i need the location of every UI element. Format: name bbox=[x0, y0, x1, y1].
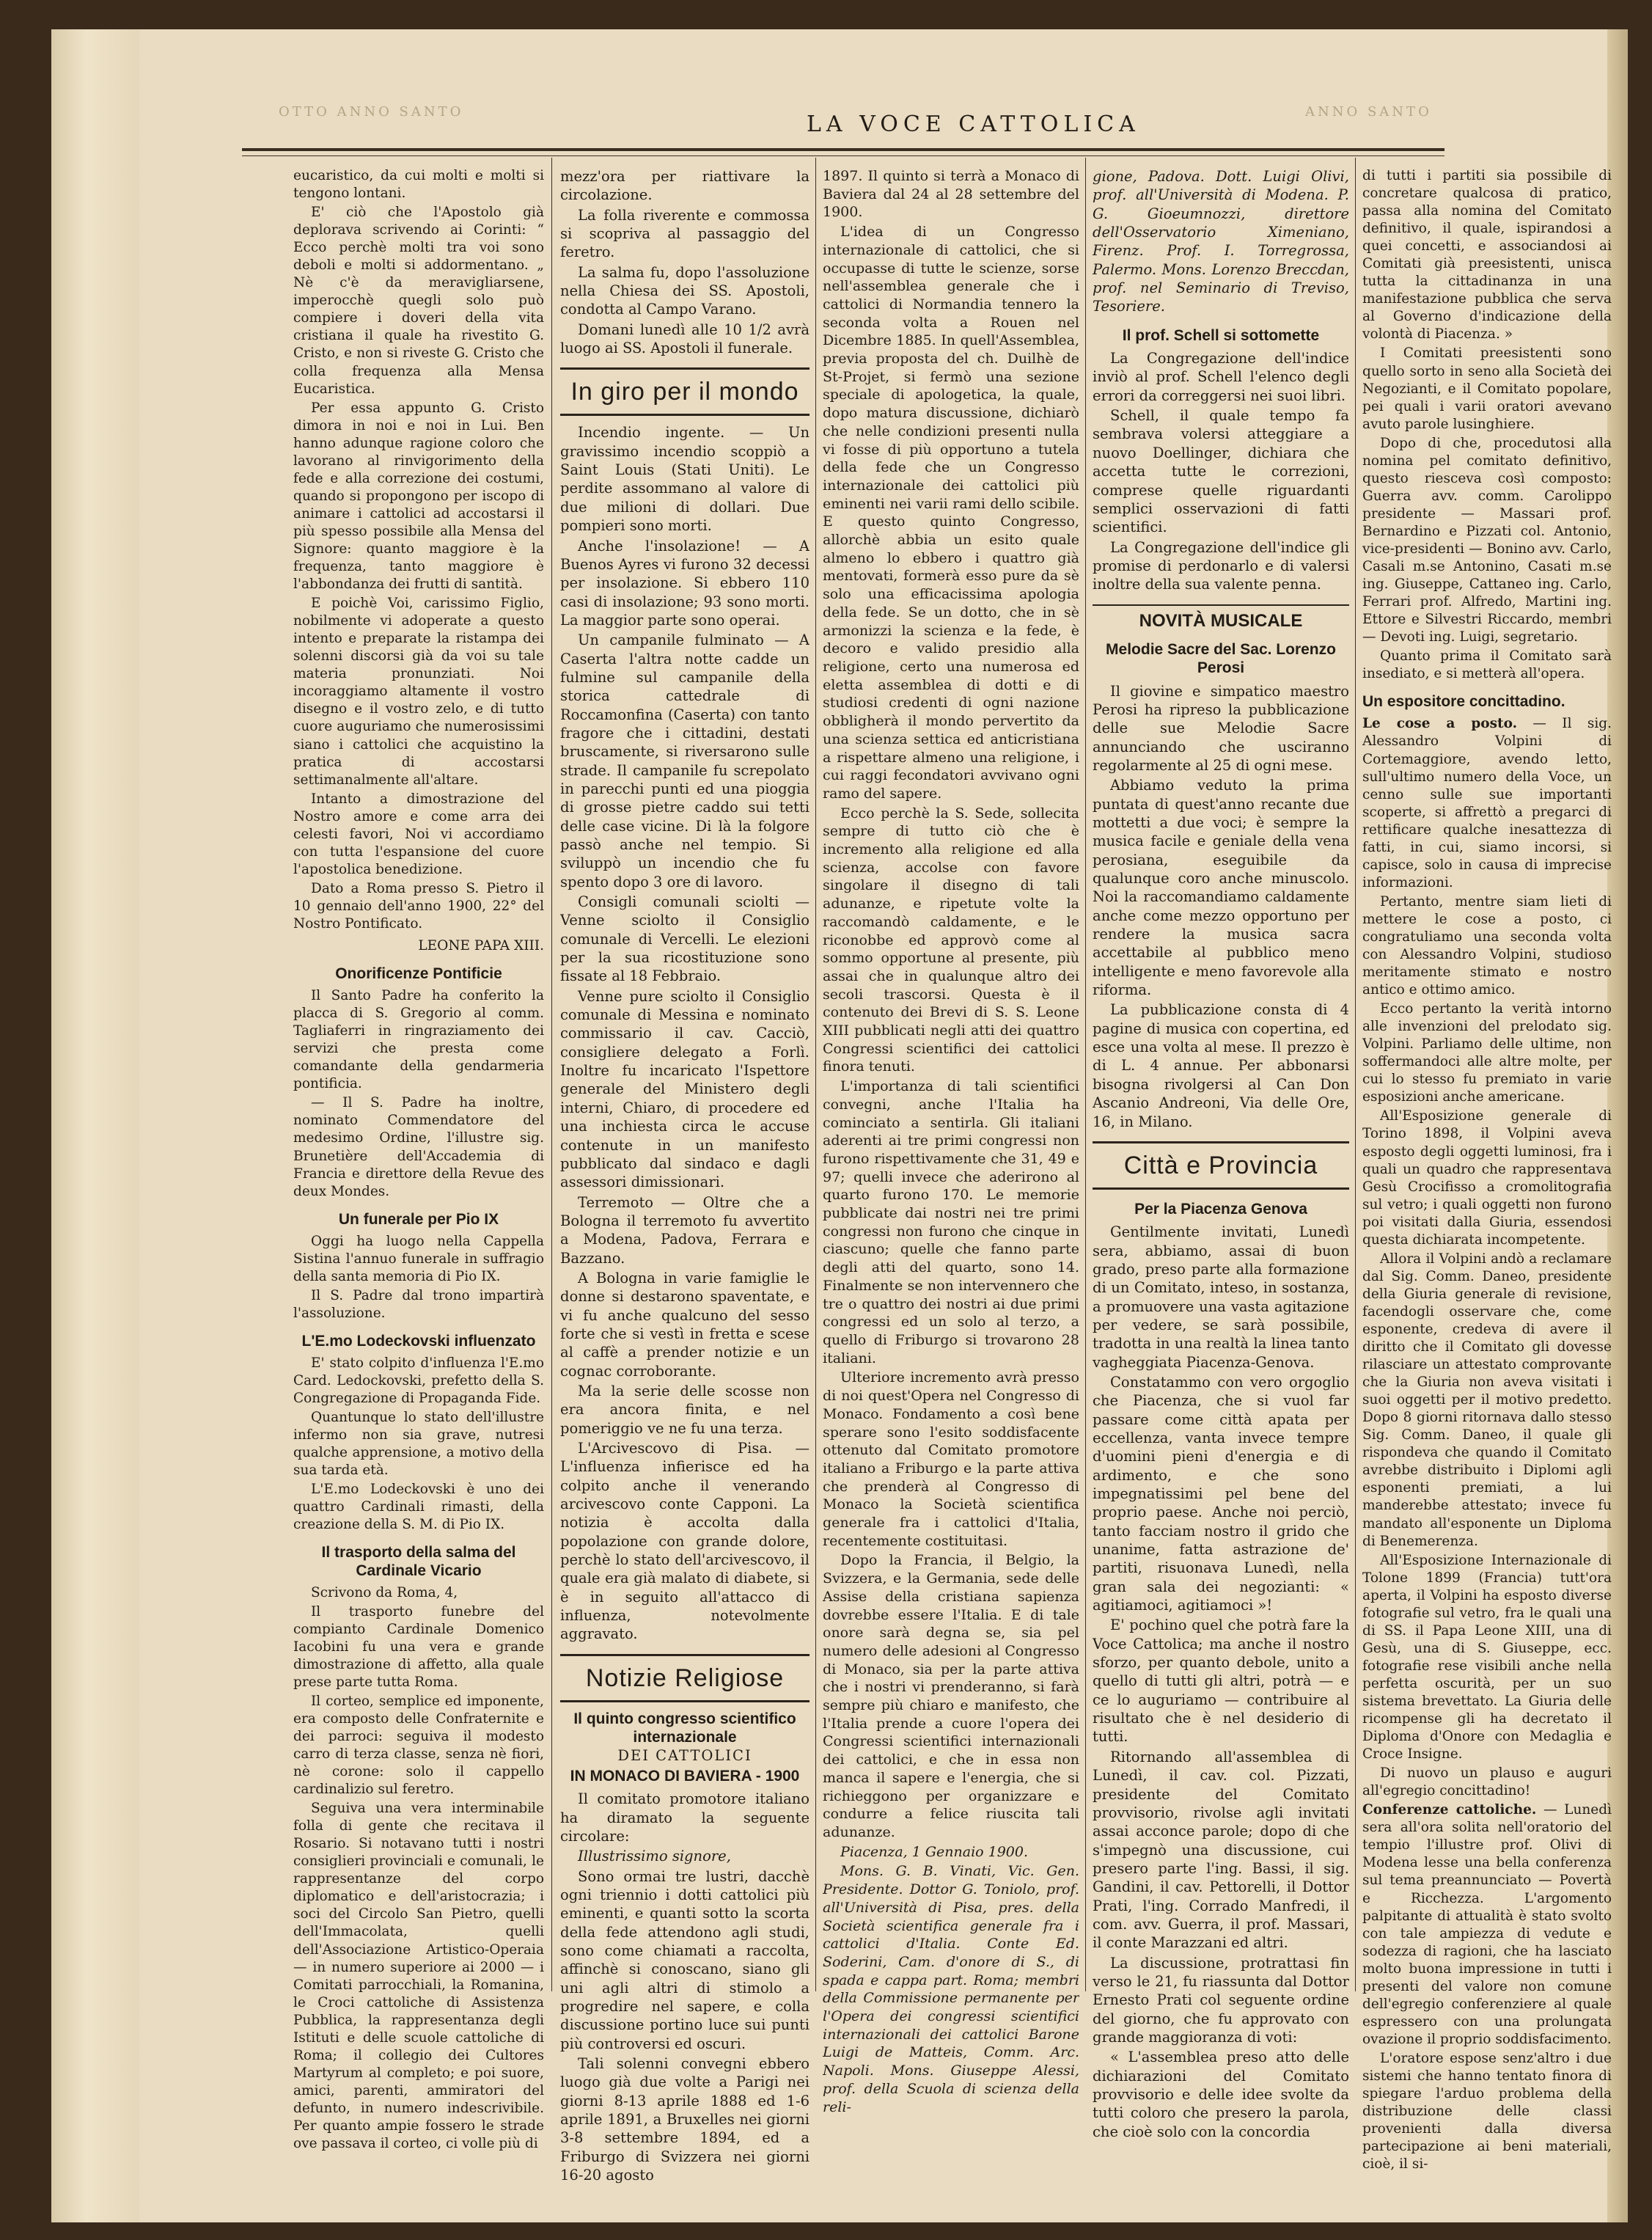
paragraph: Venne pure sciolto il Consiglio comunale di Messina e nominato commissario il cav. Cacciò, consigliere delegato a Forlì. Inoltre fu incaricato l'Ispettore generale del Ministero degli interni, Chiaro, di procedere ed una inchiesta circa le accuse contenute in un manifesto pubblicato dal sindaco e dagli assessori dimissionari. bbox=[560, 987, 810, 1191]
paragraph: La salma fu, dopo l'assoluzione nella Chiesa dei SS. Apostoli, condotta al Campo Varano. bbox=[560, 263, 810, 318]
column-1 bbox=[293, 167, 544, 2154]
paragraph: Oggi ha luogo nella Cappella Sistina l'annuo funerale in suffragio della santa memoria di Pio IX. bbox=[293, 1233, 544, 1284]
paragraph: Ecco pertanto la verità intorno alle invenzioni del prelodato sig. Volpini. Parliamo delle ultime, non soffermandoci alle altre molte, per cui lo stesso fu premiato in varie esposizioni anche americane. bbox=[1362, 1001, 1612, 1105]
column-divider bbox=[1085, 158, 1086, 1991]
paragraph: Quantunque lo stato dell'illustre infermo non sia grave, nutresi qualche apprensione, a motivo della sua tarda età. bbox=[293, 1410, 544, 1479]
heading: Le cose a posto. bbox=[1362, 716, 1518, 732]
paragraph: Terremoto — Oltre che a Bologna il terremoto fu avvertito a Modena, Padova, Ferrara e Bazzano. bbox=[560, 1193, 810, 1267]
column-3 bbox=[823, 167, 1079, 2118]
paragraph: All'Esposizione generale di Torino 1898, il Volpini aveva esposto degli oggetti luminosi, fra i quali un quadro che rappresentava Gesù Crocifisso a cromolitografia sul vetro; i quali oggetti non furono poi visitati dalla Giuria, essendosi questa dichiarata incompetente. bbox=[1362, 1108, 1612, 1248]
paragraph: Scrivono da Roma, 4, bbox=[311, 1584, 458, 1600]
paragraph: mezz'ora per riattivare la circolazione. bbox=[560, 168, 810, 204]
paragraph: L'E.mo Lodeckovski è uno dei quattro Cardinali rimasti, della creazione della S. M. di Pio IX. bbox=[293, 1482, 544, 1533]
paragraph: Il trasporto funebre del compianto Cardinale Domenico Iacobini fu una vera e grande dimostrazione di affetto, alla quale prese parte tutta Roma. bbox=[293, 1603, 544, 1690]
column-2 bbox=[560, 167, 810, 2186]
paragraph: Seguiva una vera interminabile folla di gente che recitava il Rosario. Si notavano tutti i nostri consiglieri provinciali e comunali, le rappresentanze del corpo diplomatico e dell'aristocrazia; i soci del Circolo San Pietro, quelli dell'Immacolata, quelli dell'Associazione Artistico-Operaia — in numero superiore ai 2000 — i Comitati parrocchiali, la Romanina, le Croci cattoliche di Assistenza Pubblica, la rappresentanza degli Istituti e delle scuole cattoliche di Roma; il collegio dei Cultores Martyrum al completo; e poi suore, amici, parenti, ammiratori del defunto, in numero indescrivibile. Per quanto ampie fossero le strade ove passava il corteo, ci volle più di bbox=[293, 1801, 544, 2152]
section-title: Notizie Religiose bbox=[560, 1654, 810, 1702]
paragraph: Il S. Padre dal trono impartirà l'assoluzione. bbox=[293, 1287, 544, 1321]
paragraph: La Congregazione dell'indice inviò al prof. Schell l'elenco degli errori da correggersi nei suoi libri. bbox=[1093, 350, 1349, 404]
section-title: Città e Provincia bbox=[1093, 1141, 1349, 1190]
paragraph: Illustrissimo signore, bbox=[578, 1848, 731, 1865]
paragraph: A Bologna in varie famiglie le donne si destarono spaventate, e vi fu anche qualcuno del sesso forte che si vestì in fretta e scese al caffè a prender notizie e un cognac corroborante. bbox=[560, 1269, 810, 1380]
paragraph: E' stato colpito d'influenza l'E.mo Card. Ledockovski, prefetto della S. Congregazione di Propaganda Fide. bbox=[293, 1355, 544, 1407]
paragraph: Allora il Volpini andò a reclamare dal Sig. Comm. Daneo, presidente della Giuria generale di revisione, facendogli osservare che, come esponente, credeva di avere il diritto che il Comitato gli dovesse rilasciare un attestato comprovante che la Giuria non aveva visitati i suoi oggetti per il motivo predetto. Dopo 8 giorni ritornava dallo stesso Sig. Comm. Daneo, il quale gli rispondeva che quando il Comitato avrebbe distribuito i Diplomi agli esponenti premiati, a lui manderebbe attestato; invece fu mandato all'esponente un Diploma di Benemerenza. bbox=[1362, 1251, 1612, 1549]
paragraph: L'oratore espose senz'altro i due sistemi che hanno tentato finora di spiegare l'arduo problema della distribuzione delle classi provenienti dalla diversa partecipazione ai beni materiali, cioè, il si- bbox=[1362, 2050, 1612, 2173]
paragraph: E' ciò che l'Apostolo già deplorava scrivendo ai Corinti: “ Ecco perchè molti tra voi sono deboli e molti si addormentano. „ Nè c'è da meravigliarsene, imperocchè quegli solo può compiere i doveri della vita cristiana il quale ha rivestito G. Cristo, e non si riveste G. Cristo che colla frequenza alla Mensa Eucaristica. bbox=[293, 205, 544, 397]
paragraph: gione, Padova. Dott. Luigi Olivi, prof. all'Università di Modena. P. G. Gioeumnozzi, direttore dell'Osservatorio Ximeniano, Firenz. Prof. I. Torregrossa, Palermo. Mons. Lorenzo Breccdan, prof. nel Seminario di Treviso, Tesoriere. bbox=[1093, 168, 1349, 315]
heading: Melodie Sacre del Sac. Lorenzo Perosi bbox=[1106, 640, 1336, 677]
paragraph: Un campanile fulminato — A Caserta l'altra notte cadde un fulmine sul campanile della storica cattedrale di Roccamonfina (Caserta) con tanto fragore che i cittadini, destati bruscamente, si riversarono sulle strade. Il campanile fu screpolato in parecchi punti ed una pioggia di grosse pietre caddo sui tetti delle case vicine. Di là la folgore passò anche nel tempio. Si sviluppò un incendio che fu spento dopo 3 ore di lavoro. bbox=[560, 632, 810, 890]
heading: Per la Piacenza Genova bbox=[1134, 1200, 1307, 1218]
paragraph: Il giovine e simpatico maestro Perosi ha ripreso la pubblicazione delle sue Melodie Sacre annunciando che usciranno regolarmente al 25 di ogni mese. bbox=[1093, 682, 1349, 774]
paragraph: Ma la serie delle scosse non era ancora finita, e nel pomeriggio ve ne fu una terza. bbox=[560, 1382, 810, 1437]
masthead bbox=[279, 95, 1481, 147]
heading: Onorificenze Pontificie bbox=[335, 965, 502, 983]
paragraph: Anche l'insolazione! — A Buenos Ayres vi furono 32 decessi per insolazione. Si ebbero 110 casi di insolazione; 93 sono morti. La maggior parte sono operai. bbox=[560, 537, 810, 629]
paragraph: Ritornando all'assemblea di Lunedì, il cav. col. Pizzati, presidente del Comitato provvisorio, rivolse agli invitati assai acconce parole; dopo di che s'impegnò una discussione, cui presero parte l'ing. Bassi, il sig. Gandini, il cav. Pettorelli, il Dottor Prati, l'ing. Corrado Manfredi, il com. avv. Guerra, il prof. Massari, il conte Marazzani ed altri. bbox=[1093, 1748, 1349, 1952]
paragraph: L'importanza di tali scientifici convegni, anche l'Italia ha cominciato a sentirla. Gli italiani aderenti ai tre primi congressi non furono rispettivamente che 31, 49 e 97; quelli invece che aderirono al quarto furono 170. Le memorie pubblicate dai nostri nei tre primi congressi non furono che cinque in ciascuno; quelle che fanno parte degli atti del quarto, sono 14. Finalmente se non intervennero che tre o quattro dei nostri ai due primi congressi ed un solo al terzo, a quello di Friburgo si trovarono 28 italiani. bbox=[823, 1078, 1079, 1366]
signature: LEONE PAPA XIII. bbox=[418, 938, 544, 954]
paragraph: La pubblicazione consta di 4 pagine di musica con copertina, ed esce una volta al mese. Il prezzo è di L. 4 annue. Per abbonarsi bisogna rivolgersi al Can Don Ascanio Andreoni, Via delle Ore, 16, in Milano. bbox=[1093, 1001, 1349, 1130]
paragraph: Intanto a dimostrazione del Nostro amore e come arra dei celesti favori, Noi vi accordiamo con tutta l'espansione del cuore l'apostolica benedizione. bbox=[293, 791, 544, 877]
paragraph: Ulteriore incremento avrà presso di noi quest'Opera nel Congresso di Monaco. Fondamento a così bene sperare sono l'esito soddisfacente ottenuto dal Comitato promotore italiano a Friburgo e la parte attiva che prenderà al Congresso di Monaco la Società scientifica generale fra i cattolici d'Italia, recentemente costituitasi. bbox=[823, 1369, 1079, 1549]
date-line: Piacenza, 1 Gennaio 1900. bbox=[840, 1843, 1029, 1860]
heading: Il quinto congresso scientifico internazionale bbox=[573, 1710, 796, 1746]
paragraph: La Congregazione dell'indice gli promise di perdonarlo e di valersi inoltre della sua valente penna. bbox=[1093, 538, 1349, 593]
paragraph: E' pochino quel che potrà fare la Voce Cattolica; ma anche il nostro sforzo, per quanto debole, unito a quello di tutti gli altri, potrà — e ce lo auguriamo — contribuire al risultato che è nel desiderio di tutti. bbox=[1093, 1617, 1349, 1746]
heading: Il trasporto della salma del Cardinale Vicario bbox=[321, 1544, 516, 1579]
paragraph: Dopo la Francia, il Belgio, la Svizzera, e la Germania, sede delle Assise della cristiana sapienza dovrebbe essere l'Italia. E di tale onore sarà degna se, sia pel numero delle adesioni al Congresso di Monaco, sia per la parte attiva che i nostri vi prenderanno, si farà sempre più chiaro e manifesto, che l'Italia prende a cuore l'opera dei Congressi scientifici internazionali dei cattolici, e che in essa non manca il sapere e l'energia, che si richieggono per organizzare e condurre a felice riuscita tali adunanze. bbox=[823, 1552, 1079, 1840]
heading: Conferenze cattoliche. bbox=[1362, 1802, 1537, 1818]
paragraph: Schell, il quale tempo fa sembrava volersi atteggiare a nuovo Doellinger, dichiara che accetta tutte le correzioni, comprese quelle riguardanti semplici osservazioni di fatti scientifici. bbox=[1093, 407, 1349, 536]
heading: Il prof. Schell si sottomette bbox=[1122, 326, 1320, 344]
heading: DEI CATTOLICI bbox=[617, 1747, 752, 1765]
heading: NOVITÀ MUSICALE bbox=[1093, 604, 1349, 630]
heading: Un espositore concittadino. bbox=[1362, 693, 1565, 711]
column-divider bbox=[1355, 158, 1356, 1991]
paragraph: eucaristico, da cui molti e molti si tengono lontani. bbox=[293, 168, 544, 202]
column-5 bbox=[1362, 167, 1612, 2175]
paragraph: La discussione, protrattasi fin verso le 21, fu riassunta dal Dottor Ernesto Prati col seguente ordine del giorno, che fu approvato con grande maggioranza di voti: bbox=[1093, 1954, 1349, 2046]
paragraph: Dopo di che, procedutosi alla nomina pel comitato definitivo, questo riesceva così composto: Guerra avv. comm. Carolippo presidente — Massari prof. Bernardino e Pizzati col. Antonio, vice-presidenti — Bonino avv. Carlo, Casali m.se Antonino, Casati m.se ing. Giuseppe, Cattaneo ing. Carlo, Ferrari prof. Alfredo, Martini ing. Ettore e Silvestri Riccardo, membri — Devoti ing. Luigi, segretario. bbox=[1362, 435, 1612, 645]
paragraph: Domani lunedì alle 10 1/2 avrà luogo ai SS. Apostoli il funerale. bbox=[560, 321, 810, 357]
column-4 bbox=[1093, 167, 1349, 2142]
paragraph: Incendio ingente. — Un gravissimo incendio scoppiò a Saint Louis (Stati Uniti). Le perdite assommano al valore di due milioni di dollari. Due pompieri sono morti. bbox=[560, 424, 810, 535]
paragraph: « L'assemblea preso atto delle dichiarazioni del Comitato provvisorio e delle idee svolte da tutti coloro che presero la parola, che cioè solo con la concordia bbox=[1093, 2049, 1349, 2140]
paragraph: Abbiamo veduto la prima puntata di quest'anno recante due mottetti a due voci; è sempre la musica facile e geniale della vena perosiana, eseguibile da qualunque coro anche minuscolo. Noi la raccomandiamo caldamente anche come mezzo opportuno per rendere la musica sacra accettabile al pubblico meno intelligente e meno favorevole alla riforma. bbox=[1093, 777, 1349, 999]
column-divider bbox=[551, 158, 552, 1991]
paragraph: Mons. G. B. Vinati, Vic. Gen. Presidente. Dottor G. Toniolo, prof. all'Università di Pisa, pres. della Società scientifica generale fra i cattolici d'Italia. Conte Ed. Soderini, Cam. d'onore di S., di spada e cappa part. Roma; membri della Commissione permanente per l'Opera dei congressi scientifici internazionali dei cattolici Barone Luigi de Matteis, Comm. Arc. Napoli. Mons. Giuseppe Alessi, prof. della Scuola di scienza della reli- bbox=[823, 1863, 1079, 2115]
paragraph: Per essa appunto G. Cristo dimora in noi e noi in Lui. Ben hanno adunque ragione coloro che lavorano al rinvigorimento della fede e alla correzione dei costumi, quando si propongono per iscopo di animare i cattolici ad accostarsi il più spesso possibile alla Mensa del Signore: quanto maggiore è la frequenza, tanto maggiore è l'abbondanza dei frutti di santità. bbox=[293, 400, 544, 593]
paragraph: Tali solenni convegni ebbero luogo già due volte a Parigi nei giorni 8-13 aprile 1888 ed 1-6 aprile 1891, a Bruxelles nei giorni 3-8 settembre 1894, ed a Friburgo di Svizzera nei giorni 16-20 agosto bbox=[560, 2054, 810, 2184]
paragraph: 1897. Il quinto si terrà a Monaco di Baviera dal 24 al 28 settembre del 1900. bbox=[823, 168, 1079, 221]
paragraph: L'idea di un Congresso internazionale di cattolici, che si occupasse di tutte le scienze, sorse nell'assemblea generale che i cattolici di Normandia tennero la seconda volta a Rouen nel Dicembre 1885. In quell'Assemblea, previa proposta del ch. Duilhè de St-Projet, si fermò una sezione speciale di apologetica, la quale, dopo matura discussione, dichiarò che nelle condizioni presenti nulla vi fosse di più opportuno a tutela della fede che un Congresso internazionale dei cattolici più eminenti nei varii rami dello scibile. E questo quinto Congresso, allorchè abbia un esito quale almeno lo ebbero i quattro già mentovati, formerà esso pure da sè solo una efficacissima apologia della fede. Se un dotto, che in sè armonizzi la scienza e la fede, è decoro e valido presidio alla religione, certo una numerosa ed eletta assemblea di dotti e di studiosi credenti di ogni nazione obbligherà il mondo pervertito da una scienza settica ed anticristiana a rispettare almeno una religione, i cui raggi fecondatori avvivano ogni ramo del sapere. bbox=[823, 224, 1079, 802]
heading: L'E.mo Lodeckovski influenzato bbox=[301, 1332, 536, 1350]
paragraph: Quanto prima il Comitato sarà insediato, e si metterà all'opera. bbox=[1362, 648, 1612, 682]
paragraph: I Comitati preesistenti sono quello sorto in seno alla Società dei Negozianti, e il Comitato popolare, pei quali i varii oratori avevano avuto parole lusinghiere. bbox=[1362, 345, 1612, 432]
paragraph: Di nuovo un plauso e auguri all'egregio concittadino! bbox=[1362, 1765, 1612, 1799]
heading: IN MONACO DI BAVIERA - 1900 bbox=[570, 1767, 800, 1785]
paragraph: Sono ormai tre lustri, dacchè ogni triennio i dotti cattolici più eminenti, e quanti sotto la scorta della fede attendono agli studi, sono come chiamati a raccolta, affinchè si conoscano, siano gli uni agli altri di stimolo a progredire nel sapere, e colla discussione portino luce sui punti più controversi ed oscuri. bbox=[560, 1867, 810, 2052]
paragraph: Dato a Roma presso S. Pietro il 10 gennaio dell'anno 1900, 22° del Nostro Pontificato. bbox=[293, 880, 544, 931]
paragraph: — Lunedì sera all'ora solita nell'oratorio del tempio l'illustre prof. Olivi di Modena lesse una bella conferenza sul tema preannunciato — Povertà e Ricchezza. L'argomento palpitante di attualità è stato svolto con tale ampiezza di vedute e sodezza di ragioni, che ha lasciato molto buona impressione in tutti i presenti del valore non comune dell'egregio conferenziere al quale espressero con una prolungata ovazione il proprio soddisfacimento. bbox=[1362, 1802, 1612, 2047]
paragraph: La folla riverente e commossa si scopriva al passaggio del feretro. bbox=[560, 206, 810, 261]
paragraph: — Il sig. Alessandro Volpini di Cortemaggiore, avendo letto, sull'ultimo numero della Voce, un cenno sulle sue importanti scoperte, si affrettò a pregarci di rettificare qualche inesattezza di fatti, in cui, siamo incorsi, si capisce, solo in causa di imprecise informazioni. bbox=[1362, 716, 1612, 890]
paragraph: Pertanto, mentre siam lieti di mettere le cose a posto, ci congratuliamo una seconda volta con Alessandro Volpini, studioso meritamente stimato e nostro antico e ottimo amico. bbox=[1362, 893, 1612, 998]
paragraph: Gentilmente invitati, Lunedì sera, abbiamo, assai di buon grado, preso parte alla formazione di un Comitato, inteso, in sostanza, a promuovere una vasta agitazione per vedere, se sarà possibile, tradotta in una realtà la linea tanto vagheggiata Piacenza-Genova. bbox=[1093, 1223, 1349, 1371]
paragraph: — Il S. Padre ha inoltre, nominato Commendatore del medesimo Ordine, l'illustre sig. Brunetière dell'Accademia di Francia e direttore della Revue des deux Mondes. bbox=[293, 1095, 544, 1199]
masthead-ghost-right: ANNO SANTO bbox=[1305, 104, 1432, 120]
paragraph: Consigli comunali sciolti — Venne sciolto il Consiglio comunale di Vercelli. Le elezioni per la sua ricostituzione sono fissate al 18 Febbraio. bbox=[560, 893, 810, 985]
paragraph: di tutti i partiti sia possibile di concretare qualcosa di pratico, passa alla nomina del Comitato definitivo, il quale, ispirandosi a quei concetti, e associandosi ai Comitati già preesistenti, unisca tutta la cittadinanza in una manifestazione pubblica che serva al Governo d'indicazione della volontà di Piacenza. » bbox=[1362, 168, 1612, 343]
paragraph: Il corteo, semplice ed imponente, era composto delle Confraternite e dei parroci: seguiva il modesto carro di terza classe, senza nè fiori, nè corone: solo il cappello cardinalizio sul feretro. bbox=[293, 1693, 544, 1798]
paragraph: L'Arcivescovo di Pisa. — L'influenza infierisce ed ha colpito anche il venerando arcivescovo conte Capponi. La notizia è accolta dalla popolazione con grande dolore, perchè lo stato dell'arcivescovo, il quale era già malato di diabete, si è in seguito all'attacco di influenza, notevolmente aggravato. bbox=[560, 1440, 810, 1643]
section-title: In giro per il mondo bbox=[560, 367, 810, 416]
paragraph: All'Esposizione Internazionale di Tolone 1899 (Francia) tutt'ora aperta, il Volpini ha esposto diverse fotografie sul vetro, fra le quali una di SS. il Papa Leone XIII, una di Gesù, una di S. Giuseppe, ecc. fotografie rese visibili anche nella perfetta oscurità, per un suo sistema brevettato. La Giuria delle ricompense gli ha decretato il Diploma d'Onore con Medaglia e Croce Insigne. bbox=[1362, 1552, 1612, 1763]
masthead-ghost-left: OTTO ANNO SANTO bbox=[279, 104, 464, 120]
paragraph: E poichè Voi, carissimo Figlio, nobilmente vi adoperate a questo intento e preparate la ristampa dei solenni discorsi già da voi su tale materia pronunziati. Noi incoraggiamo altamente il vostro disegno e il vostro zelo, e di tutto cuore auguriamo che numerosissimi siano i cattolici che acquistino la pratica di accostarsi settimanalmente all'altare. bbox=[293, 596, 544, 788]
binding-strip bbox=[51, 29, 139, 2222]
paragraph: Constatammo con vero orgoglio che Piacenza, che si vuol far passare come città apata per eccellenza, vanta invece tempre d'uomini pieni d'energia e di ardimento, e che sono impegnatissimi pel bene del proprio paese. Anche noi perciò, tanto facciam nostro il grido che unanime, fatta astrazione de' partiti, risuonava Lunedì, nella gran sala dei negozianti: « agitiamoci, agitiamoci »! bbox=[1093, 1373, 1349, 1614]
paragraph: Ecco perchè la S. Sede, sollecita sempre di tutto ciò che è incremento alla religione ed alla scienza, accolse con favore singolare il disegno di tali adunanze, e ripetute volte la raccomandò caldamente, e le riconobbe ed approvò come al sommo opportune al presente, più assai che in qualunque altro dei secoli trascorsi. Questa è il contenuto dei Brevi di S. S. Leone XIII pubblicati negli atti dei quattro Congressi scientifici dei cattolici finora tenuti. bbox=[823, 805, 1079, 1075]
header-rule bbox=[242, 148, 1444, 156]
column-divider bbox=[815, 158, 816, 1991]
heading: Un funerale per Pio IX bbox=[338, 1210, 499, 1228]
paragraph: Il comitato promotore italiano ha diramato la seguente circolare: bbox=[560, 1790, 810, 1845]
newspaper-title: LA VOCE CATTOLICA bbox=[807, 111, 1140, 137]
paragraph: Il Santo Padre ha conferito la placca di S. Gregorio al comm. Tagliaferri in ringraziamento dei servizi che presta come comandante della gendarmeria pontificia. bbox=[293, 988, 544, 1092]
